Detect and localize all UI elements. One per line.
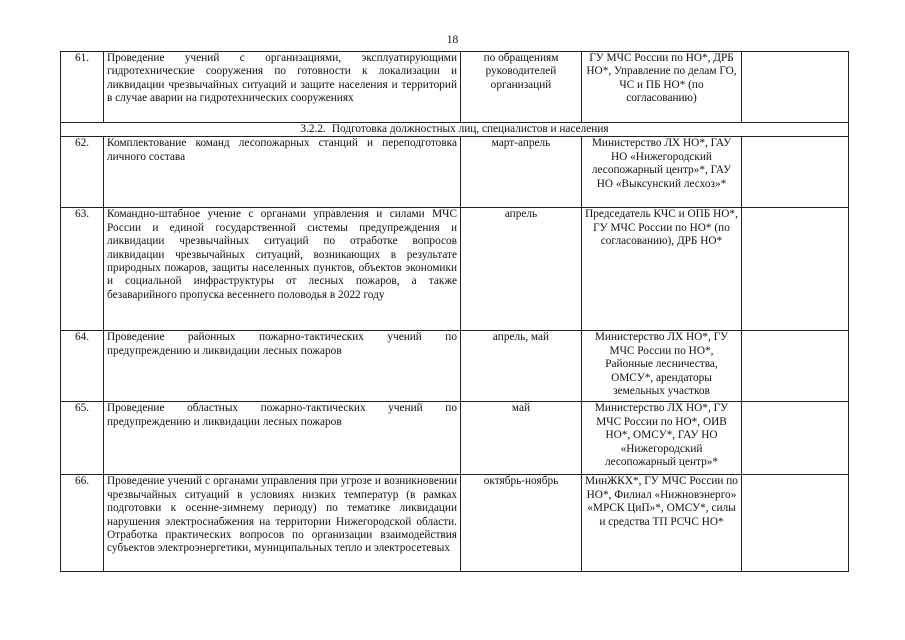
row-note — [742, 402, 849, 475]
row-description: Комплектование команд лесопожарных станций и переподготовка личного состава — [104, 137, 461, 208]
row-responsible: МинЖКХ*, ГУ МЧС России по НО*, Филиал «Нижновэнерго» «МРСК ЦиП»*, ОМСУ*, силы и средства ТП РСЧС НО* — [582, 475, 742, 572]
row-description: Проведение районных пожарно-тактических учений по предупреждению и ликвидации лесных пожаров — [104, 331, 461, 402]
row-description: Проведение учений с организациями, эксплуатирующими гидротехнические сооружения по готовности к локализации и ликвидации чрезвычайных ситуаций и защите населения и территорий в случае аварии на гидротехнических сооружениях — [104, 52, 461, 123]
page-number: 18 — [446, 34, 459, 46]
row-number: 65. — [61, 402, 104, 475]
row-term: апрель, май — [461, 331, 582, 402]
row-responsible: Министерство ЛХ НО*, ГУ МЧС России по НО*, ОИВ НО*, ОМСУ*, ГАУ НО «Нижегородский лесопожарный центр»* — [582, 402, 742, 475]
row-term: март-апрель — [461, 137, 582, 208]
row-description: Проведение учений с органами управления при угрозе и возникновении чрезвычайных ситуаций в условиях низких температур (в рамках подготовки к осенне-зимнему периоду) по тематике ликвидации нарушения электроснабжения на территории Нижегородской области. Отработка практических вопросов по организации взаимодействия субъектов электроэнергетики, муниципальных тепло и электросетевых — [104, 475, 461, 572]
table-row — [61, 331, 849, 402]
row-term: апрель — [461, 208, 582, 331]
row-note — [742, 475, 849, 572]
row-number: 66. — [61, 475, 104, 572]
row-description: Командно-штабное учение с органами управления и силами МЧС России и единой государственной системы предупреждения и ликвидации чрезвычайных ситуаций по отработке вопросов ликвидации чрезвычайных ситуаций, возникающих в результате природных пожаров, защиты населенных пунктов, объектов экономики и социальной инфраструктуры от лесных пожаров, а также безаварийного пропуска весеннего половодья в 2022 году — [104, 208, 461, 331]
table-row — [61, 475, 849, 572]
row-number: 64. — [61, 331, 104, 402]
row-note — [742, 137, 849, 208]
activities-table — [60, 51, 849, 572]
row-number: 61. — [61, 52, 104, 123]
row-note — [742, 52, 849, 123]
table-row — [61, 402, 849, 475]
row-number: 62. — [61, 137, 104, 208]
section-title: Подготовка должностных лиц, специалистов и населения — [331, 123, 609, 135]
section-row — [61, 123, 849, 137]
table-row — [61, 137, 849, 208]
table-row — [61, 208, 849, 331]
section-number: 3.2.2. — [300, 123, 326, 135]
row-term: октябрь-ноябрь — [461, 475, 582, 572]
row-responsible: ГУ МЧС России по НО*, ДРБ НО*, Управление по делам ГО, ЧС и ПБ НО* (по согласованию) — [582, 52, 742, 123]
row-responsible: Председатель КЧС и ОПБ НО*, ГУ МЧС России по НО* (по согласованию), ДРБ НО* — [582, 208, 742, 331]
row-responsible: Министерство ЛХ НО*, ГУ МЧС России по НО*, Районные лесничества, ОМСУ*, арендаторы земельных участков — [582, 331, 742, 402]
row-description: Проведение областных пожарно-тактических учений по предупреждению и ликвидации лесных пожаров — [104, 402, 461, 475]
row-note — [742, 208, 849, 331]
row-responsible: Министерство ЛХ НО*, ГАУ НО «Нижегородский лесопожарный центр»*, ГАУ НО «Выксунский лесхоз»* — [582, 137, 742, 208]
row-term: май — [461, 402, 582, 475]
section-heading — [61, 123, 849, 137]
table-row — [61, 52, 849, 123]
row-note — [742, 331, 849, 402]
row-number: 63. — [61, 208, 104, 331]
row-term: по обращениям руководителей организаций — [461, 52, 582, 123]
